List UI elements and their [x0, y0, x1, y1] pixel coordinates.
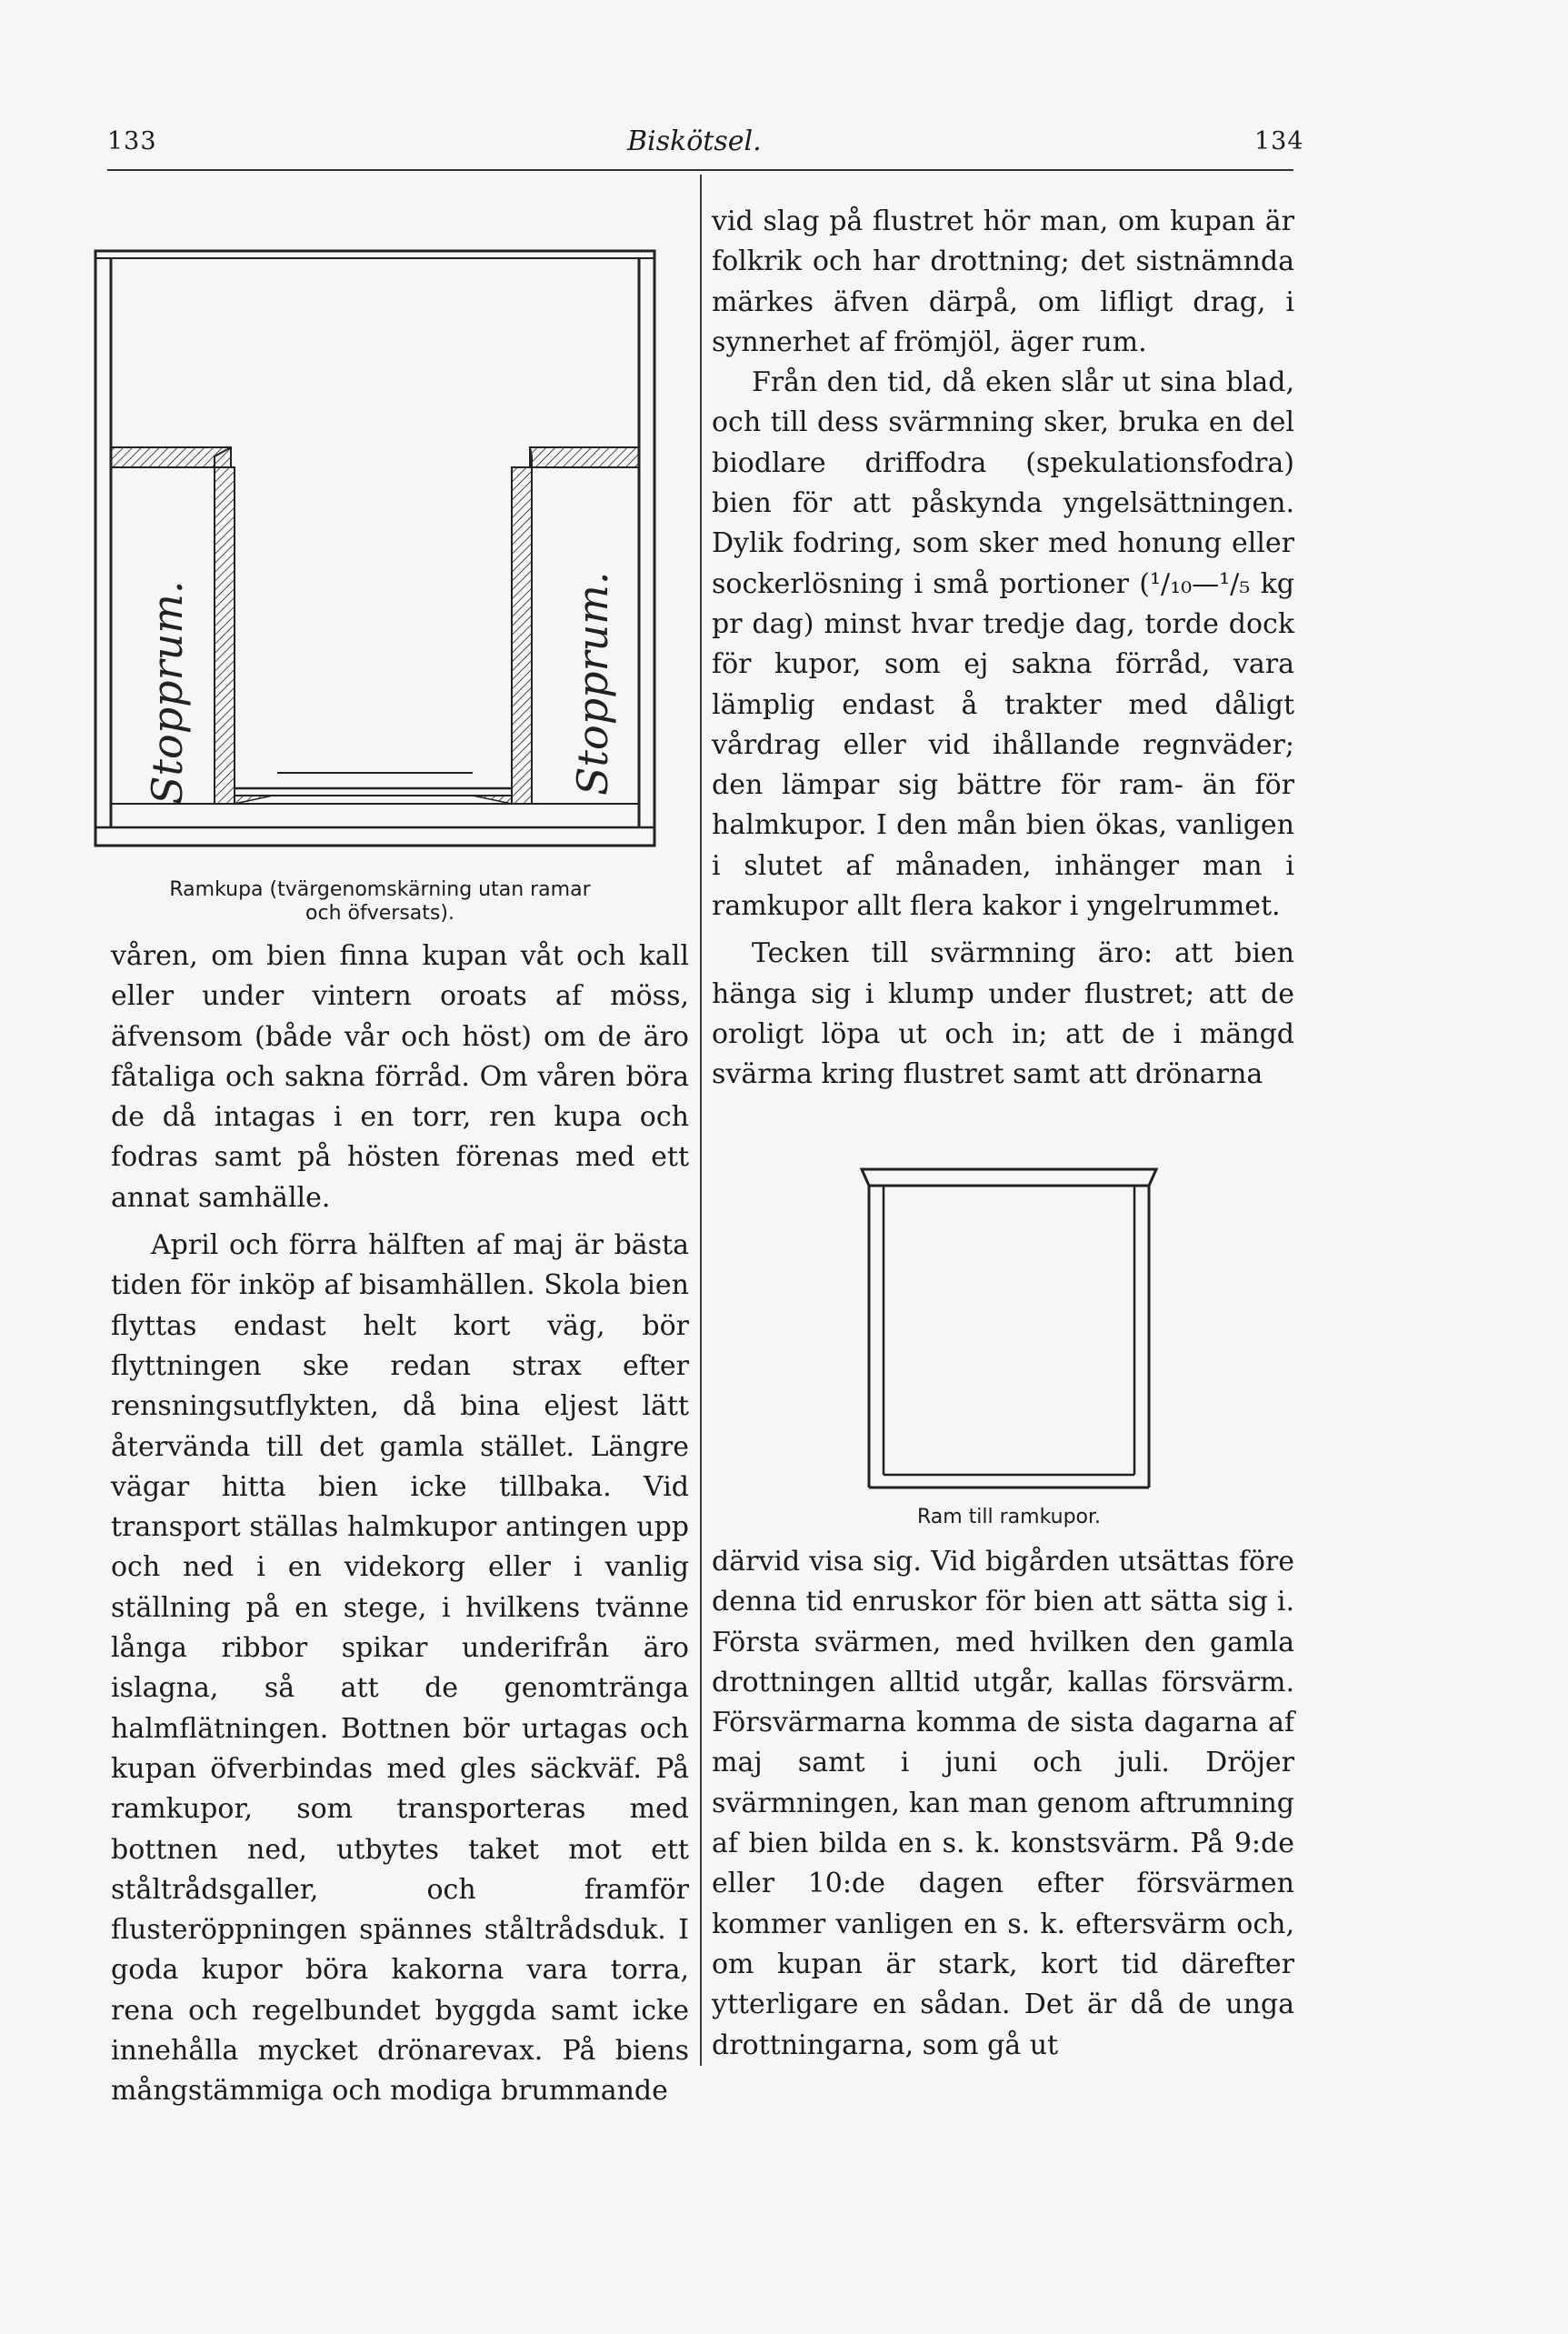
right-column-text-bottom	[712, 1542, 1294, 2066]
header-rule	[107, 169, 1293, 171]
stopprum-label-left: Stopprum.	[143, 580, 192, 805]
right-column-text-top	[712, 202, 1294, 1096]
running-title: Biskötsel.	[627, 125, 762, 157]
page-number-left: 133	[107, 127, 157, 155]
hive-cross-section-figure	[91, 245, 664, 864]
figure1-caption-line2: och öfversats).	[305, 902, 454, 925]
right-paragraph-1: vid slag på flustret hör man, om kupan är folkrik och har drottning; det sistnämnda märkes äfven därpå, om lifligt drag, i synnerhet af frömjöl, äger rum.	[712, 205, 1294, 358]
left-paragraph-2: April och förra hälften af maj är bästa tiden för inköp af bisamhällen. Skola bien flyttas endast helt kort väg, bör flyttningen ske redan strax efter rensningsutflykten, då bina eljest lätt återvända till det gamla stället. Längre vägar hitta bien icke tillbaka. Vid transport ställas halmkupor antingen upp och ned i en videkorg eller i vanlig ställning på en stege, i hvilkens tvänne långa ribbor spikar underifrån äro islagna, så att de genomtränga halmflätningen. Bottnen bör urtagas och kupan öfverbindas med gles säckväf. På ramkupor, som transporteras med bottnen ned, utbytes taket mot ett ståltrådsgaller, och framför flusteröppningen spännes ståltrådsduk. I goda kupor böra kakorna vara torra, rena och regelbundet byggda samt icke innehålla mycket drönarevax. På biens mångstämmiga och modiga brummande	[111, 1229, 689, 2108]
page-number-right: 134	[1254, 127, 1304, 155]
figure1-caption	[107, 878, 653, 926]
figure1-caption-line1: Ramkupa (tvärgenomskärning utan ramar	[169, 878, 591, 901]
left-paragraph-1: våren, om bien finna kupan våt och kall eller under vintern oroats af möss, äfvensom (både vår och höst) om de äro fåtaliga och sakna förråd. Om våren böra de då intagas i en torr, ren kupa och fodras samt på hösten förenas med ett annat samhälle.	[111, 940, 689, 1214]
right-paragraph-3: Tecken till svärmning äro: att bien hänga sig i klump under flustret; att de oroligt löpa ut och in; att de i mängd svärma kring flustret samt att drönarna	[712, 937, 1294, 1091]
right-paragraph-4: därvid visa sig. Vid bigården utsättas före denna tid enruskor för bien att sätta sig i. Första svärmen, med hvilken den gamla drottningen alltid utgår, kallas försvärm. Försvärmarna komma de sista dagarna af maj samt i juni och juli. Dröjer svärmningen, kan man genom aftrumning af bien bilda en s. k. konstsvärm. På 9:de eller 10:de dagen efter försvärmen kommer vanligen en s. k. eftersvärm och, om kupan är stark, kort tid därefter ytterligare en sådan. Det är då de unga drottningarna, som gå ut	[712, 1546, 1294, 2061]
right-paragraph-2: Från den tid, då eken slår ut sina blad, och till dess svärmning sker, bruka en del biodlare driffodra (spekulationsfodra) bien för att påskynda yngelsättningen. Dylik fodring, som sker med honung eller sockerlösning i små portioner (¹/₁₀—¹/₅ kg pr dag) minst hvar tredje dag, torde dock för kupor, som ej sakna förråd, vara lämplig endast å trakter med dåligt vårdrag eller vid ihållande regnväder; den lämpar sig bättre för ram- än för halmkupor. I den mån bien ökas, vanligen i slutet af månaden, inhänger man i ramkupor allt flera kakor i yngelrummet.	[712, 366, 1294, 923]
stopprum-label-right: Stopprum.	[568, 571, 617, 796]
column-divider	[700, 175, 702, 2066]
figure2-caption: Ram till ramkupor.	[916, 1506, 1102, 1528]
hive-frame-figure	[845, 1155, 1173, 1500]
left-column-text	[111, 937, 689, 2112]
